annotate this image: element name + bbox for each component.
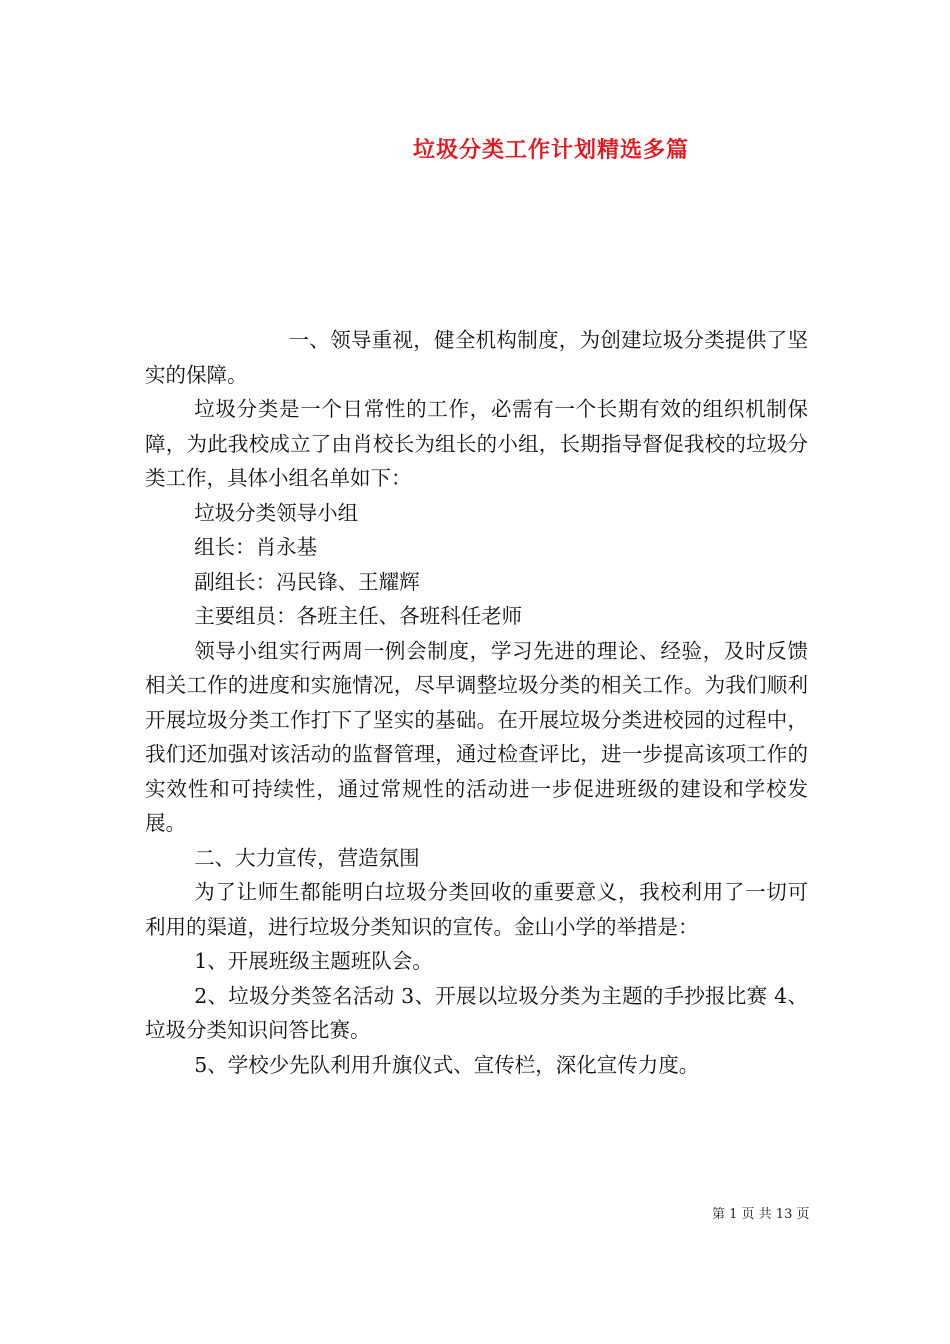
paragraph-organization: 垃圾分类是一个日常性的工作，必需有一个长期有效的组织机制保障，为此我校成立了由肖校长为组长的小组，长期指导督促我校的垃圾分类工作，具体小组名单如下： xyxy=(145,397,808,490)
group-members-line: 主要组员：各班主任、各班科任老师 xyxy=(194,604,523,628)
document-title: 垃圾分类工作计划精选多篇 xyxy=(413,137,690,163)
group-name-line: 垃圾分类领导小组 xyxy=(194,500,359,525)
group-leader-line: 组长：肖永基 xyxy=(194,535,318,559)
document-body xyxy=(145,323,808,1082)
paragraph-meeting-system: 领导小组实行两周一例会制度，学习先进的理论、经验，及时反馈相关工作的进度和实施情况，尽早调整垃圾分类的相关工作。为我们顺利开展垃圾分类工作打下了坚实的基础。在开展垃圾分类进校园的过程中，我们还加强对该活动的监督管理，通过检查评比，进一步提高该项工作的实效性和可持续性，通过常规性的活动进一步促进班级的建设和学校发展。 xyxy=(145,638,808,835)
list-item-5: 5、学校少先队利用升旗仪式、宣传栏，深化宣传力度。 xyxy=(194,1052,700,1077)
paragraph-publicity: 为了让师生都能明白垃圾分类回收的重要意义，我校利用了一切可利用的渠道，进行垃圾分类知识的宣传。金山小学的举措是： xyxy=(145,880,808,939)
list-item-2-4: 2、垃圾分类签名活动 3、开展以垃圾分类为主题的手抄报比赛 4、垃圾分类知识问答比赛。 xyxy=(145,983,808,1042)
deputy-leader-line: 副组长：冯民锋、王耀辉 xyxy=(194,569,420,594)
section-heading-1: 一、领导重视，健全机构制度，为创建垃圾分类提供了坚实的保障。 xyxy=(145,328,808,387)
page-number-footer: 第 1 页 共 13 页 xyxy=(712,1207,810,1222)
list-item-1: 1、开展班级主题班队会。 xyxy=(194,949,433,973)
section-heading-2: 二、大力宣传，营造氛围 xyxy=(194,845,420,870)
